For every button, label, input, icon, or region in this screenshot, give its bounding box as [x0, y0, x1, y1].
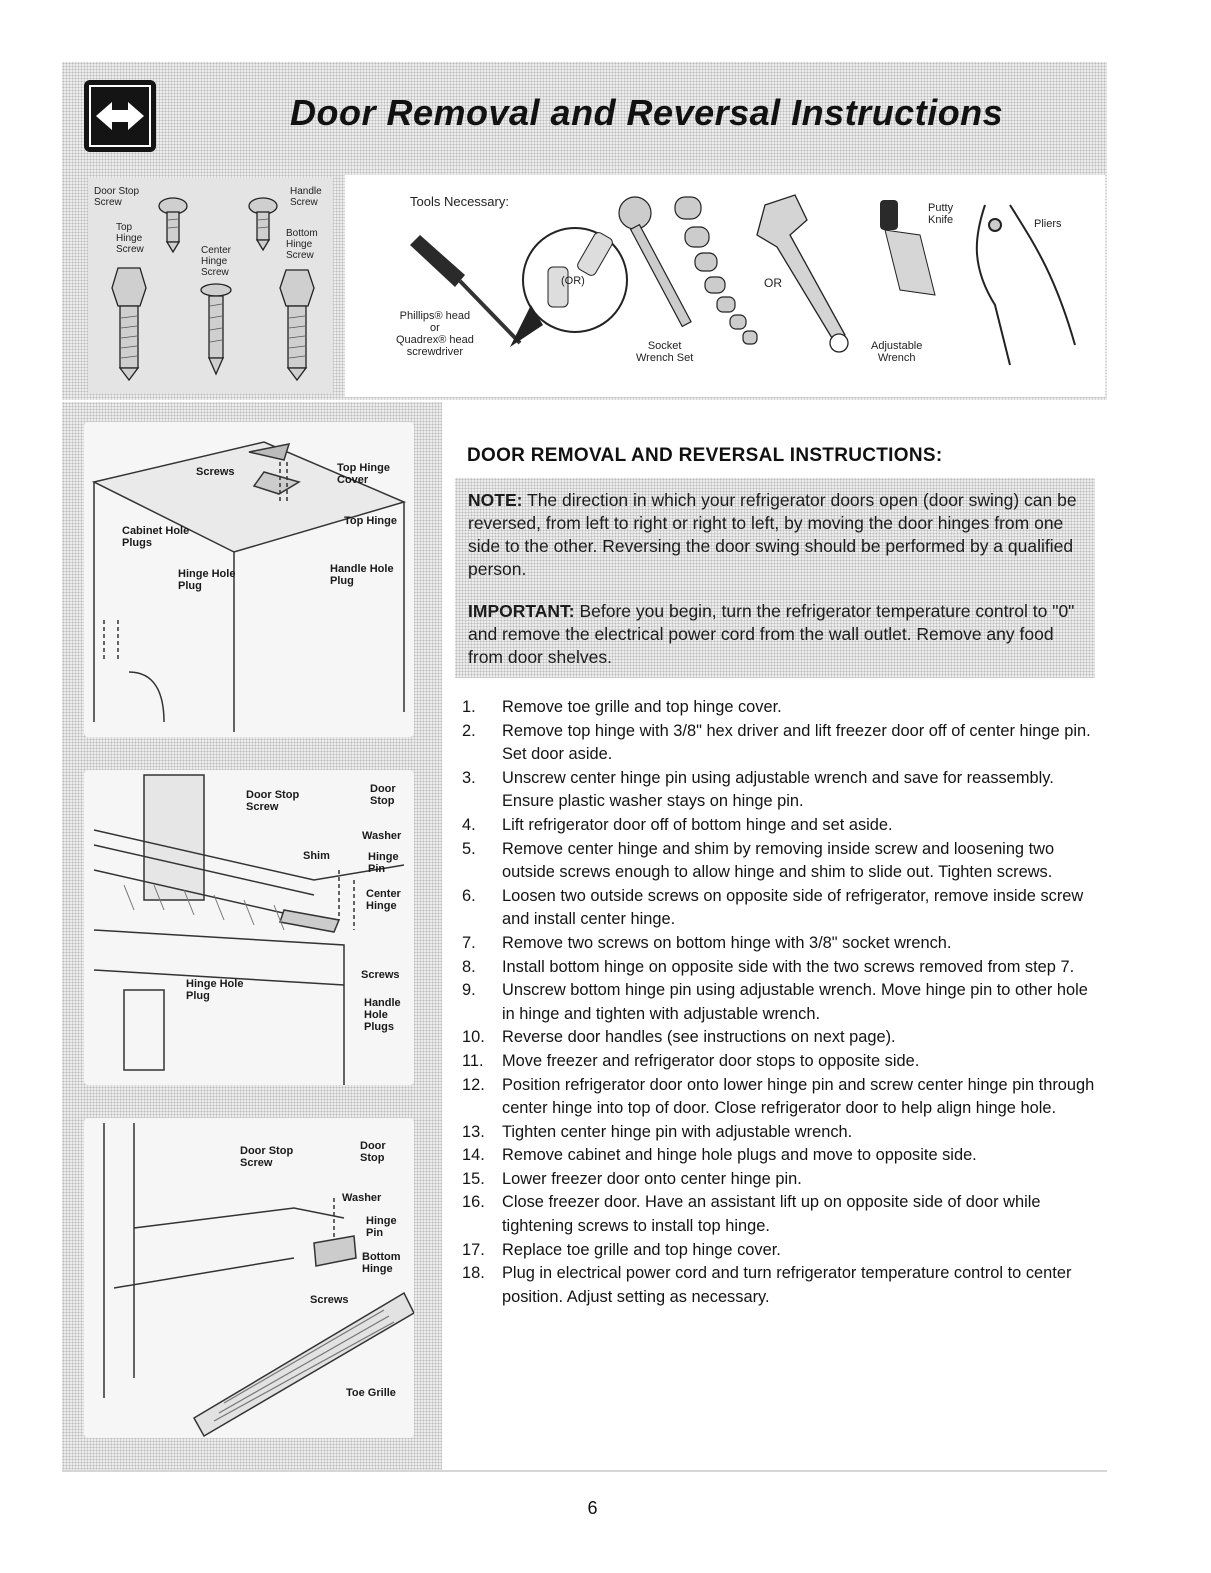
label-center-hinge-screw: Center Hinge Screw	[201, 245, 232, 278]
page-title: Door Removal and Reversal Instructions	[290, 92, 1004, 133]
fig3-label-washer: Washer	[342, 1192, 382, 1204]
fig1-label-top-hinge: Top Hinge	[344, 515, 397, 527]
page-number: 6	[587, 1498, 598, 1518]
important-label: IMPORTANT:	[468, 601, 575, 621]
label-or: OR	[764, 276, 782, 290]
socket-wrench-icon	[619, 197, 757, 344]
note-label: NOTE:	[468, 490, 523, 510]
figure-center-hinge	[84, 770, 414, 1085]
fig2-label-hinge-pin: Hinge Pin	[368, 851, 399, 875]
tools-heading: Tools Necessary:	[410, 194, 509, 209]
label-top-hinge-screw: Top Hinge Screw	[116, 222, 144, 255]
list-item: 9. Unscrew bottom hinge pin using adjustable wrench. Move hinge pin to other hole in hinge and tighten with adjustable wrench.	[462, 981, 1088, 1023]
fig1-label-hinge-hole-plug: Hinge Hole Plug	[178, 568, 236, 592]
fig1-label-handle-hole-plug: Handle Hole Plug	[330, 563, 394, 587]
list-item: 5. Remove center hinge and shim by removing inside screw and loosening two outside screws enough to allow hinge and shim to slide out. Tighten screws.	[462, 839, 1055, 882]
fig2-label-door-stop-screw: Door Stop Screw	[246, 789, 300, 813]
fig2-label-screws: Screws	[361, 969, 400, 981]
label-putty-knife: Putty Knife	[928, 202, 954, 226]
list-item: 10. Reverse door handles (see instructions on next page).	[462, 1028, 896, 1047]
fig2-label-center-hinge: Center Hinge	[366, 888, 401, 912]
screws-figure	[88, 178, 333, 393]
list-item: 8. Install bottom hinge on opposite side with the two screws removed from step 7.	[462, 957, 1075, 976]
fig3-label-hinge-pin: Hinge Pin	[366, 1215, 397, 1239]
screwdriver-bits-icon	[510, 228, 627, 347]
label-handle-screw: Handle Screw	[290, 186, 322, 208]
list-item: 1. Remove toe grille and top hinge cover.	[462, 698, 782, 716]
double-arrow-icon	[84, 80, 156, 152]
steps-list	[462, 696, 1102, 1309]
label-adjustable-wrench: Adjustable Wrench	[871, 340, 923, 364]
list-item: 13. Tighten center hinge pin with adjustable wrench.	[462, 1122, 853, 1141]
screws-illustration	[88, 178, 333, 393]
fig2-label-shim: Shim	[303, 850, 330, 862]
fig3-label-door-stop-screw: Door Stop Screw	[240, 1145, 294, 1169]
footer-rule	[62, 1470, 1107, 1472]
list-item: 6. Loosen two outside screws on opposite side of refrigerator, remove inside screw and install center hinge.	[462, 886, 1084, 929]
fig1-label-top-hinge-cover: Top Hinge Cover	[337, 462, 390, 486]
list-item: 16. Close freezer door. Have an assistant lift up on opposite side of door while tightening screws to install top hinge.	[462, 1193, 1041, 1236]
list-item: 17. Replace toe grille and top hinge cover.	[462, 1240, 781, 1259]
fig1-label-cabinet-hole-plugs: Cabinet Hole Plugs	[122, 525, 190, 549]
label-pliers: Pliers	[1034, 218, 1062, 230]
label-socket-wrench: Socket Wrench Set	[636, 340, 694, 364]
note-text: The direction in which your refrigerator doors open (door swing) can be reversed, from left to right or right to left, by moving the door hinges from one side to the other. Reversing the door swing should be performed by a qualified person.	[468, 490, 1077, 579]
list-item: 12. Position refrigerator door onto lower hinge pin and screw center hinge pin through center hinge into top of door. Close refrigerator door to help align hinge hole.	[462, 1075, 1095, 1118]
list-item: 7. Remove two screws on bottom hinge with 3/8" socket wrench.	[462, 933, 952, 952]
label-screwdriver: Phillips® head or Quadrex® head screwdriver	[396, 310, 474, 358]
fig3-label-door-stop: Door Stop	[360, 1140, 386, 1164]
list-item: 2. Remove top hinge with 3/8" hex driver and lift freezer door off of center hinge pin. Set door aside.	[462, 721, 1091, 764]
list-item: 4. Lift refrigerator door off of bottom hinge and set aside.	[462, 815, 893, 834]
putty-knife-icon	[880, 200, 935, 295]
note-paragraph	[468, 489, 1078, 581]
fig2-label-door-stop: Door Stop	[370, 783, 396, 807]
fig3-label-screws: Screws	[310, 1294, 349, 1306]
important-paragraph	[468, 600, 1078, 669]
fig2-label-handle-hole-plugs: Handle Hole Plugs	[364, 997, 401, 1033]
adjustable-wrench-icon	[757, 195, 848, 352]
list-item: 15. Lower freezer door onto center hinge pin.	[462, 1169, 802, 1188]
label-bottom-hinge-screw: Bottom Hinge Screw	[286, 228, 318, 261]
fig1-label-screws: Screws	[196, 466, 235, 478]
instructions-heading: DOOR REMOVAL AND REVERSAL INSTRUCTIONS:	[467, 445, 943, 466]
label-door-stop-screw: Door Stop Screw	[94, 186, 140, 208]
list-item: 18. Plug in electrical power cord and turn refrigerator temperature control to center position. Adjust setting as necessary.	[462, 1264, 1072, 1306]
fig3-label-toe-grille: Toe Grille	[346, 1387, 396, 1399]
label-or-bits: (OR)	[561, 275, 585, 287]
list-item: 3. Unscrew center hinge pin using adjustable wrench and save for reassembly. Ensure plastic washer stays on hinge pin.	[462, 768, 1054, 811]
list-item: 14. Remove cabinet and hinge hole plugs and move to opposite side.	[462, 1146, 977, 1165]
list-item: 11. Move freezer and refrigerator door stops to opposite side.	[462, 1051, 920, 1070]
fig2-label-hinge-hole-plug: Hinge Hole Plug	[186, 978, 244, 1002]
important-text: Before you begin, turn the refrigerator temperature control to "0" and remove the electrical power cord from the wall outlet. Remove any food from door shelves.	[468, 601, 1075, 667]
center-hinge-illustration	[84, 770, 414, 1085]
fig3-label-bottom-hinge: Bottom Hinge	[362, 1251, 401, 1275]
fig2-label-washer: Washer	[362, 830, 402, 842]
